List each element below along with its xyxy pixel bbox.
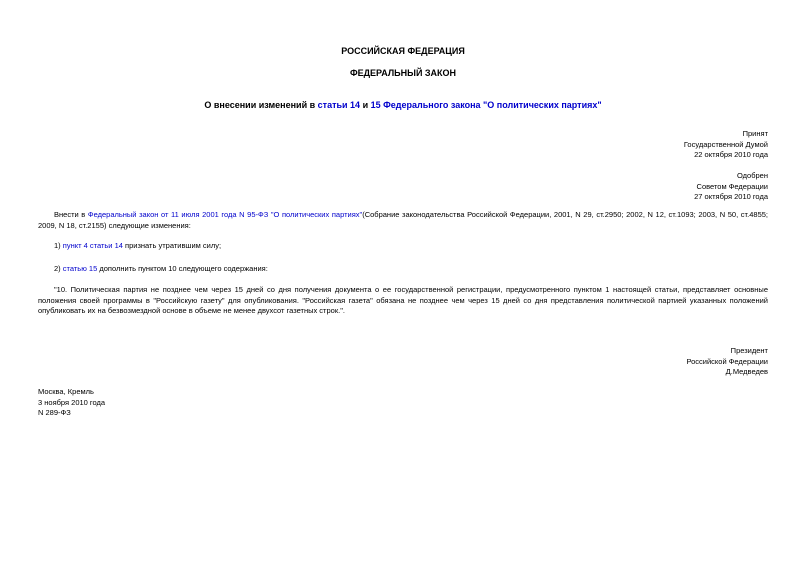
accepted-block (684, 129, 768, 161)
approved-by: Советом Федерации (696, 181, 768, 191)
accepted-by: Государственной Думой (683, 139, 768, 149)
approved-date: 27 октября 2010 года (694, 192, 768, 201)
item-1-paragraph (38, 241, 768, 252)
law-title (38, 100, 768, 111)
quoted-paragraph: "10. Политическая партия не позднее чем через 15 дней со дня получения документа о ее государственной регистрации, предусмотренного пунктом 1 настоящей статьи, представляет основные положения своей программы в "Российскую газету" для опубликования. "Российская газета" обязана не позднее чем через 15 дней со дня представления политической партией указанных положений опубликовать их на безвозмездной основе в объеме не менее двухсот газетных строк.". (38, 285, 768, 315)
intro-prefix: Внести в (54, 210, 88, 219)
approved-word: Одобрен (737, 171, 768, 180)
intro-paragraph (38, 210, 768, 231)
footer-date: 3 ноября 2010 года (38, 397, 106, 407)
signature-country: Российской Федерации (686, 356, 768, 366)
item-2-suffix: дополнить пунктом 10 следующего содержания: (97, 264, 268, 273)
article-15-law-link[interactable]: 15 Федерального закона "О политических партиях" (370, 100, 602, 110)
title-and: и (360, 100, 371, 110)
signature-position: Президент (730, 346, 768, 355)
footer-number: N 289-ФЗ (38, 408, 71, 417)
approved-block (694, 171, 768, 203)
item-2-paragraph (38, 264, 768, 275)
country-heading: РОССИЙСКАЯ ФЕДЕРАЦИЯ (341, 46, 465, 56)
item-1-suffix: признать утратившим силу; (122, 241, 222, 250)
item-1-prefix: 1) (54, 241, 63, 250)
item-2-prefix: 2) (54, 264, 63, 273)
document-page (38, 0, 768, 571)
article-14-link[interactable]: статьи 14 (317, 100, 361, 110)
accepted-date: 22 октября 2010 года (694, 150, 768, 159)
intro-suffix: (Собрание законодательства Российской Федерации, 2001, N 29, ст.2950; 2002, N 12, ст.1093; 2003, N 50, ст.4855; 2009, N 18, ст.2155) следующие изменения: (38, 210, 768, 230)
footer-place: Москва, Кремль (38, 387, 94, 396)
signature-name: Д.Медведев (725, 367, 768, 376)
federal-law-link[interactable]: Федеральный закон от 11 июля 2001 года N 95-ФЗ "О политических партиях" (87, 210, 363, 219)
title-prefix: О внесении изменений в (204, 100, 318, 110)
act-type-heading: ФЕДЕРАЛЬНЫЙ ЗАКОН (349, 68, 457, 78)
accepted-word: Принят (742, 129, 768, 138)
article-15-link[interactable]: статью 15 (62, 264, 98, 273)
item-4-article-14-link[interactable]: пункт 4 статьи 14 (62, 241, 123, 250)
footer-block (38, 387, 105, 419)
signature-block (686, 346, 768, 378)
